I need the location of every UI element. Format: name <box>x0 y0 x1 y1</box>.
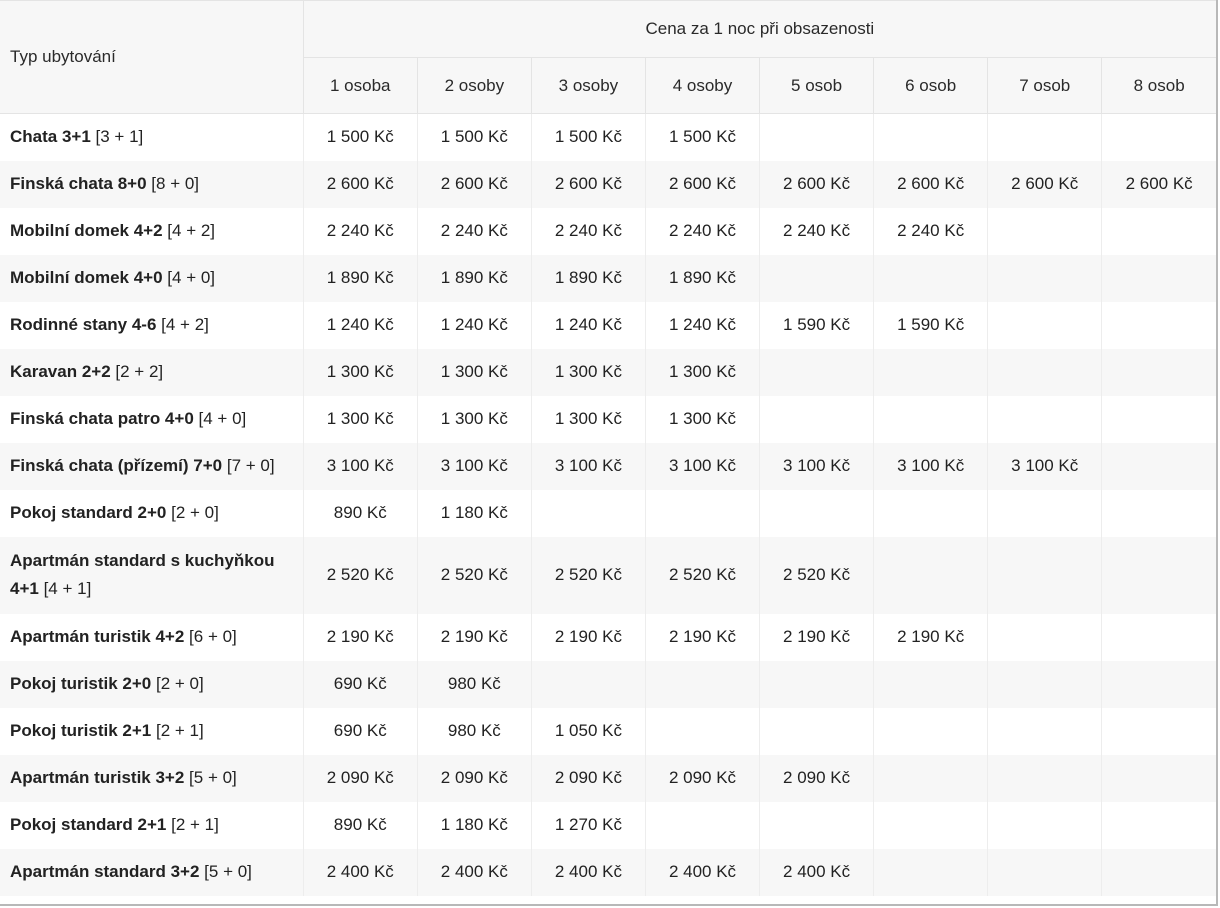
price-cell <box>645 802 759 849</box>
table-row <box>0 537 1216 614</box>
table-body <box>0 114 1216 896</box>
price-cell: 890 Kč <box>303 490 417 537</box>
table-row <box>0 349 1216 396</box>
accommodation-name: Mobilní domek 4+2 <box>10 221 163 240</box>
price-cell <box>988 849 1102 896</box>
accommodation-cell <box>0 302 303 349</box>
table-row <box>0 443 1216 490</box>
price-cell <box>988 755 1102 802</box>
price-cell: 2 520 Kč <box>417 537 531 614</box>
table-row <box>0 255 1216 302</box>
price-cell <box>1102 349 1216 396</box>
price-cell: 2 600 Kč <box>531 161 645 208</box>
price-cell: 2 520 Kč <box>645 537 759 614</box>
occupancy-header: 5 osob <box>760 58 874 114</box>
price-cell <box>988 661 1102 708</box>
accommodation-cell <box>0 849 303 896</box>
price-cell: 690 Kč <box>303 661 417 708</box>
price-cell <box>874 755 988 802</box>
price-cell: 2 400 Kč <box>645 849 759 896</box>
price-cell: 2 240 Kč <box>874 208 988 255</box>
price-cell <box>874 849 988 896</box>
accommodation-name: Apartmán turistik 4+2 <box>10 627 185 646</box>
accommodation-capacity: [4 + 2] <box>167 221 216 240</box>
accommodation-name: Rodinné stany 4-6 <box>10 315 157 334</box>
price-cell: 690 Kč <box>303 708 417 755</box>
price-cell <box>1102 396 1216 443</box>
price-cell: 3 100 Kč <box>645 443 759 490</box>
accommodation-capacity: [2 + 0] <box>155 674 204 693</box>
price-cell: 2 090 Kč <box>417 755 531 802</box>
price-cell: 2 190 Kč <box>417 614 531 661</box>
price-cell <box>1102 443 1216 490</box>
price-cell <box>760 349 874 396</box>
accommodation-name: Chata 3+1 <box>10 127 91 147</box>
price-cell: 2 090 Kč <box>531 755 645 802</box>
table-row <box>0 661 1216 708</box>
price-cell <box>531 490 645 537</box>
price-cell <box>988 614 1102 661</box>
price-cell: 2 190 Kč <box>303 614 417 661</box>
price-cell <box>988 396 1102 443</box>
price-cell <box>1102 302 1216 349</box>
table-row <box>0 490 1216 537</box>
price-cell <box>1102 114 1216 161</box>
price-cell <box>760 396 874 443</box>
price-cell: 2 190 Kč <box>531 614 645 661</box>
accommodation-cell <box>0 490 303 537</box>
price-cell <box>874 661 988 708</box>
price-cell: 2 600 Kč <box>645 161 759 208</box>
price-cell: 980 Kč <box>417 708 531 755</box>
price-cell: 2 600 Kč <box>303 161 417 208</box>
price-cell <box>874 490 988 537</box>
price-cell <box>645 708 759 755</box>
price-cell: 1 300 Kč <box>645 396 759 443</box>
accommodation-cell <box>0 614 303 661</box>
price-cell: 1 300 Kč <box>645 349 759 396</box>
price-cell <box>1102 537 1216 614</box>
price-cell <box>1102 614 1216 661</box>
price-cell: 2 090 Kč <box>645 755 759 802</box>
price-cell: 1 240 Kč <box>645 302 759 349</box>
price-cell: 2 240 Kč <box>417 208 531 255</box>
table-row <box>0 614 1216 661</box>
accommodation-capacity: [2 + 0] <box>171 503 219 522</box>
price-cell: 3 100 Kč <box>531 443 645 490</box>
price-cell: 1 180 Kč <box>417 802 531 849</box>
price-cell: 1 890 Kč <box>645 255 759 302</box>
price-cell: 2 240 Kč <box>531 208 645 255</box>
accommodation-cell <box>0 349 303 396</box>
occupancy-header: 1 osoba <box>303 58 417 114</box>
table-row <box>0 755 1216 802</box>
accommodation-cell <box>0 114 303 161</box>
accommodation-capacity: [4 + 0] <box>198 409 247 428</box>
occupancy-header: 7 osob <box>988 58 1102 114</box>
price-cell: 2 400 Kč <box>531 849 645 896</box>
price-cell <box>760 114 874 161</box>
price-cell: 1 500 Kč <box>417 114 531 161</box>
price-cell: 2 240 Kč <box>645 208 759 255</box>
price-cell: 1 300 Kč <box>417 396 531 443</box>
price-cell: 2 190 Kč <box>874 614 988 661</box>
accommodation-capacity: [7 + 0] <box>226 456 275 475</box>
price-cell: 2 600 Kč <box>874 161 988 208</box>
price-cell: 2 600 Kč <box>417 161 531 208</box>
price-cell: 2 600 Kč <box>760 161 874 208</box>
price-per-night-header: Cena za 1 noc při obsazenosti <box>303 1 1216 58</box>
price-cell: 2 240 Kč <box>303 208 417 255</box>
price-cell: 1 180 Kč <box>417 490 531 537</box>
accommodation-name: Mobilní domek 4+0 <box>10 268 163 287</box>
price-cell: 890 Kč <box>303 802 417 849</box>
accommodation-capacity: [2 + 1] <box>155 721 204 740</box>
price-cell <box>760 490 874 537</box>
table-row <box>0 208 1216 255</box>
accommodation-cell <box>0 255 303 302</box>
accommodation-cell <box>0 396 303 443</box>
price-cell: 2 400 Kč <box>417 849 531 896</box>
accommodation-capacity: [4 + 1] <box>43 579 92 598</box>
price-cell: 3 100 Kč <box>874 443 988 490</box>
price-cell: 2 600 Kč <box>1102 161 1216 208</box>
price-cell <box>1102 802 1216 849</box>
table-row <box>0 396 1216 443</box>
price-cell: 980 Kč <box>417 661 531 708</box>
accommodation-name: Pokoj standard 2+0 <box>10 503 167 522</box>
price-cell: 1 890 Kč <box>303 255 417 302</box>
price-cell <box>531 661 645 708</box>
price-cell <box>988 708 1102 755</box>
price-cell: 1 300 Kč <box>303 396 417 443</box>
price-cell: 2 600 Kč <box>988 161 1102 208</box>
price-cell: 1 500 Kč <box>531 114 645 161</box>
price-cell <box>988 255 1102 302</box>
accommodation-cell <box>0 443 303 490</box>
price-cell <box>760 802 874 849</box>
price-cell <box>1102 708 1216 755</box>
price-cell: 1 300 Kč <box>531 349 645 396</box>
price-cell: 2 190 Kč <box>645 614 759 661</box>
price-cell: 2 240 Kč <box>760 208 874 255</box>
price-cell: 1 590 Kč <box>760 302 874 349</box>
table-row <box>0 114 1216 161</box>
price-cell <box>1102 255 1216 302</box>
price-cell <box>1102 490 1216 537</box>
price-cell <box>760 708 874 755</box>
accommodation-capacity: [5 + 0] <box>189 768 237 787</box>
occupancy-header: 6 osob <box>874 58 988 114</box>
price-cell: 1 300 Kč <box>531 396 645 443</box>
accommodation-name: Finská chata 8+0 <box>10 174 147 193</box>
price-cell <box>988 208 1102 255</box>
price-cell: 3 100 Kč <box>303 443 417 490</box>
accommodation-capacity: [4 + 2] <box>161 315 209 334</box>
price-cell: 3 100 Kč <box>760 443 874 490</box>
occupancy-header: 3 osoby <box>531 58 645 114</box>
price-cell: 3 100 Kč <box>417 443 531 490</box>
price-cell: 1 050 Kč <box>531 708 645 755</box>
price-cell <box>760 661 874 708</box>
price-cell: 1 590 Kč <box>874 302 988 349</box>
price-cell: 2 400 Kč <box>303 849 417 896</box>
price-cell <box>1102 755 1216 802</box>
price-cell <box>988 802 1102 849</box>
price-cell <box>988 114 1102 161</box>
price-cell: 2 190 Kč <box>760 614 874 661</box>
price-cell: 1 240 Kč <box>417 302 531 349</box>
accommodation-cell <box>0 161 303 208</box>
price-cell <box>988 302 1102 349</box>
price-cell: 1 300 Kč <box>417 349 531 396</box>
accommodation-capacity: [6 + 0] <box>189 627 237 646</box>
price-cell <box>645 661 759 708</box>
accommodation-name: Apartmán standard 3+2 <box>10 862 200 881</box>
price-cell: 2 520 Kč <box>531 537 645 614</box>
price-cell: 1 500 Kč <box>303 114 417 161</box>
occupancy-header: 8 osob <box>1102 58 1216 114</box>
accommodation-name: Karavan 2+2 <box>10 362 111 381</box>
price-cell <box>874 349 988 396</box>
accommodation-capacity: [2 + 2] <box>115 362 164 381</box>
price-cell <box>988 537 1102 614</box>
price-cell <box>874 114 988 161</box>
price-cell <box>645 490 759 537</box>
accommodation-type-header: Typ ubytování <box>0 1 303 114</box>
table-row <box>0 849 1216 896</box>
price-cell: 2 400 Kč <box>760 849 874 896</box>
price-cell: 2 520 Kč <box>760 537 874 614</box>
accommodation-cell <box>0 661 303 708</box>
accommodation-cell <box>0 755 303 802</box>
price-cell <box>874 537 988 614</box>
price-cell <box>988 490 1102 537</box>
accommodation-cell <box>0 802 303 849</box>
price-cell: 1 300 Kč <box>303 349 417 396</box>
price-cell <box>874 396 988 443</box>
occupancy-header: 2 osoby <box>417 58 531 114</box>
price-cell: 1 890 Kč <box>417 255 531 302</box>
price-cell <box>760 255 874 302</box>
price-cell: 1 500 Kč <box>645 114 759 161</box>
accommodation-name: Pokoj standard 2+1 <box>10 815 167 834</box>
accommodation-cell <box>0 537 303 614</box>
accommodation-name: Apartmán standard s kuchyňkou 4+1 <box>10 551 275 598</box>
accommodation-capacity: [4 + 0] <box>167 268 216 287</box>
price-cell: 3 100 Kč <box>988 443 1102 490</box>
accommodation-cell <box>0 708 303 755</box>
accommodation-name: Pokoj turistik 2+1 <box>10 721 152 740</box>
price-cell <box>1102 849 1216 896</box>
accommodation-name: Pokoj turistik 2+0 <box>10 674 152 693</box>
price-cell <box>874 255 988 302</box>
table-row <box>0 161 1216 208</box>
price-cell <box>988 349 1102 396</box>
price-cell: 1 240 Kč <box>531 302 645 349</box>
price-cell: 2 520 Kč <box>303 537 417 614</box>
price-cell: 2 090 Kč <box>303 755 417 802</box>
price-cell <box>1102 208 1216 255</box>
accommodation-name: Apartmán turistik 3+2 <box>10 768 185 787</box>
price-cell: 1 240 Kč <box>303 302 417 349</box>
accommodation-capacity: [3 + 1] <box>95 127 144 147</box>
occupancy-header: 4 osoby <box>645 58 759 114</box>
price-cell <box>874 802 988 849</box>
accommodation-name: Finská chata (přízemí) 7+0 <box>10 456 223 475</box>
accommodation-cell <box>0 208 303 255</box>
accommodation-name: Finská chata patro 4+0 <box>10 409 194 428</box>
accommodation-capacity: [2 + 1] <box>171 815 219 834</box>
price-cell: 1 270 Kč <box>531 802 645 849</box>
price-cell: 1 890 Kč <box>531 255 645 302</box>
header-row-top <box>0 1 1216 58</box>
table-row <box>0 302 1216 349</box>
price-cell <box>874 708 988 755</box>
price-cell: 2 090 Kč <box>760 755 874 802</box>
accommodation-capacity: [5 + 0] <box>204 862 252 881</box>
table-header <box>0 1 1216 114</box>
table-row <box>0 708 1216 755</box>
accommodation-capacity: [8 + 0] <box>151 174 200 193</box>
price-cell <box>1102 661 1216 708</box>
table-row <box>0 802 1216 849</box>
